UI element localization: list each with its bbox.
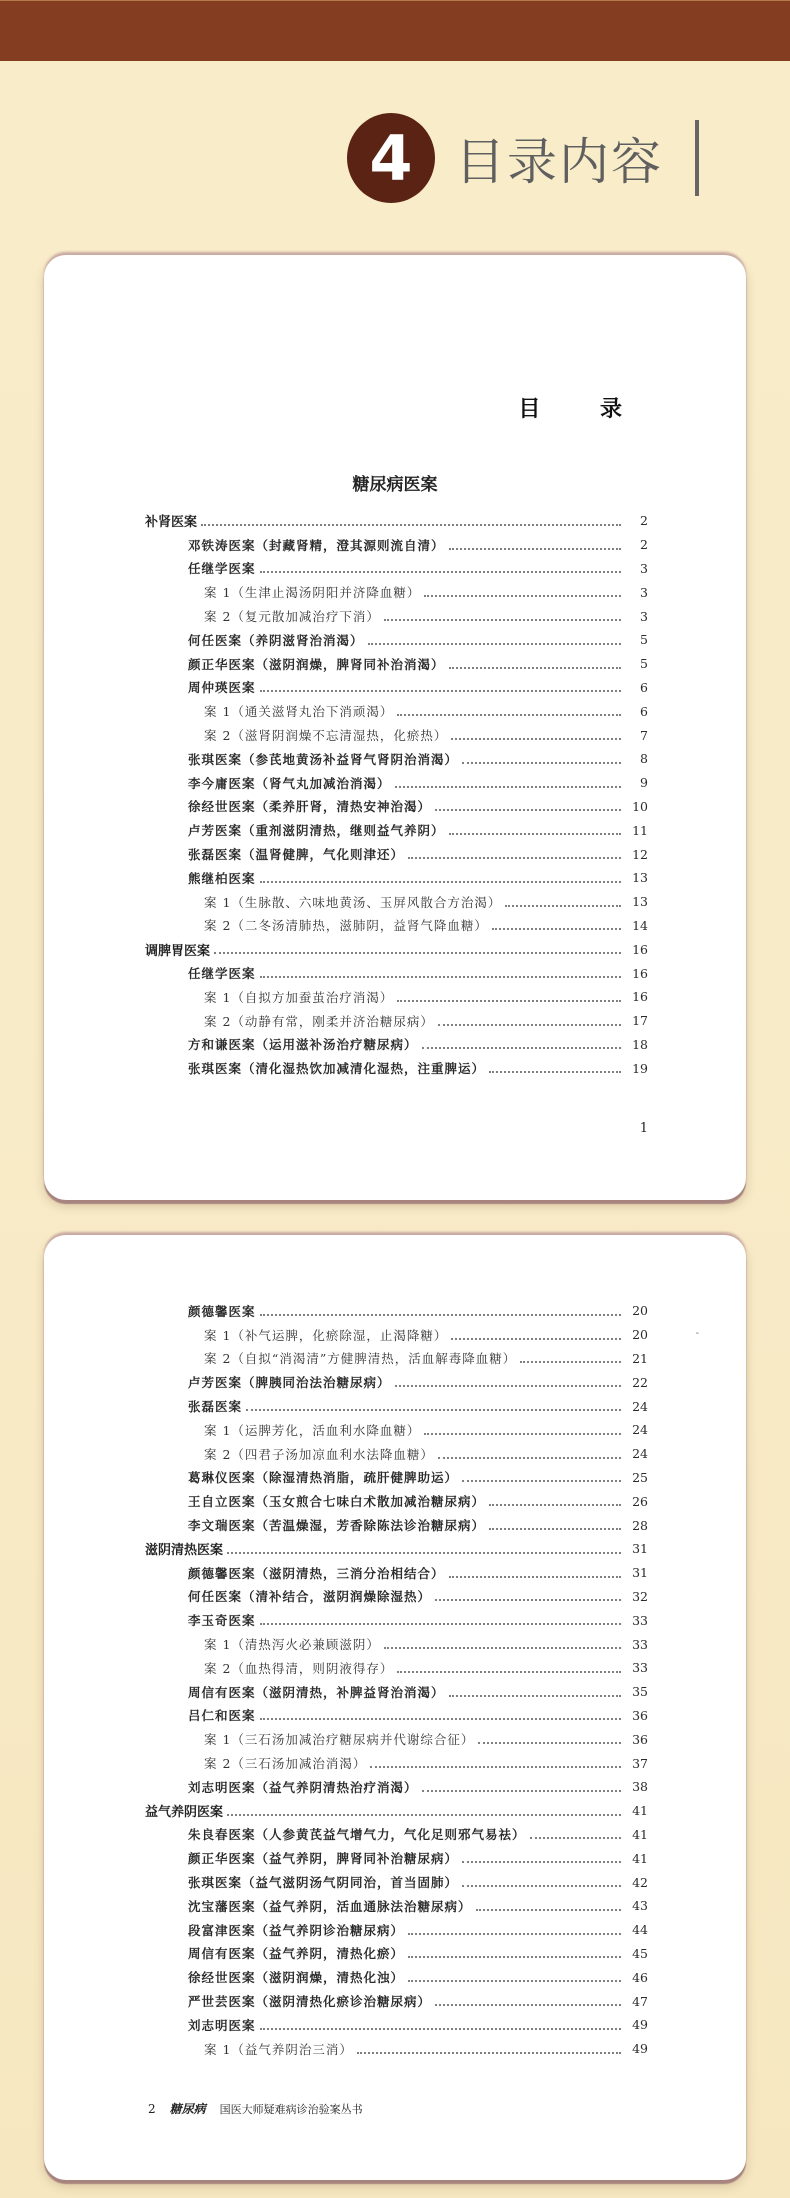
dot-leader: [397, 1671, 621, 1673]
entry-page-number: 24: [621, 1446, 648, 1461]
toc-subcase-entry[interactable]: [44, 1418, 746, 1442]
entry-page-number: 3: [621, 609, 648, 624]
entry-label: 刘志明医案: [188, 2016, 260, 2034]
entry-page-number: 19: [621, 1061, 648, 1076]
toc-subcase-entry[interactable]: [44, 1442, 746, 1466]
toc-case-entry[interactable]: [44, 961, 746, 985]
dot-leader: [260, 690, 621, 692]
toc-case-entry[interactable]: [44, 676, 746, 700]
toc-case-entry[interactable]: [44, 1870, 746, 1894]
entry-label: 沈宝藩医案（益气养阴，活血通脉法治糖尿病）: [188, 1897, 476, 1915]
entry-page-number: 8: [621, 751, 648, 766]
entry-label: 卢芳医案（重剂滋阴清热，继则益气养阴）: [188, 821, 449, 839]
toc-subcase-entry[interactable]: [44, 914, 746, 938]
entry-label: 案 1（自拟方加蚕茧治疗消渴）: [204, 988, 397, 1006]
corner-mark: -: [695, 1328, 699, 1339]
entry-label: 案 1（益气养阴治三消）: [204, 2040, 357, 2058]
toc-list: [44, 509, 746, 1080]
toc-section-entry[interactable]: [44, 509, 746, 533]
dot-leader: [435, 809, 621, 811]
entry-page-number: 33: [621, 1613, 648, 1628]
entry-page-number: 16: [621, 966, 648, 981]
toc-case-entry[interactable]: [44, 1823, 746, 1847]
entry-page-number: 36: [621, 1708, 648, 1723]
toc-case-entry[interactable]: [44, 842, 746, 866]
dot-leader: [462, 1861, 621, 1863]
toc-subcase-entry[interactable]: [44, 699, 746, 723]
toc-case-entry[interactable]: [44, 1299, 746, 1323]
dot-leader: [260, 571, 621, 573]
entry-page-number: 25: [621, 1470, 648, 1485]
dot-leader: [462, 1885, 621, 1887]
dot-leader: [451, 738, 621, 740]
entry-label: 周仲瑛医案: [188, 678, 260, 696]
entry-page-number: 33: [621, 1637, 648, 1652]
entry-page-number: 46: [621, 1970, 648, 1985]
entry-page-number: 13: [621, 894, 648, 909]
dot-leader: [395, 1385, 621, 1387]
dot-leader: [201, 524, 621, 526]
toc-case-entry[interactable]: [44, 1775, 746, 1799]
entry-page-number: 20: [621, 1303, 648, 1318]
entry-label: 李今庸医案（肾气丸加减治消渴）: [188, 774, 395, 792]
dot-leader: [260, 1314, 621, 1316]
toc-case-entry[interactable]: [44, 1894, 746, 1918]
dot-leader: [384, 619, 621, 621]
toc-case-entry[interactable]: [44, 1846, 746, 1870]
entry-label: 周信有医案（益气养阴，清热化瘀）: [188, 1944, 408, 1962]
entry-page-number: 41: [621, 1827, 648, 1842]
toc-case-entry[interactable]: [44, 1680, 746, 1704]
entry-page-number: 41: [621, 1851, 648, 1866]
dot-leader: [368, 643, 621, 645]
entry-page-number: 36: [621, 1732, 648, 1747]
toc-case-entry[interactable]: [44, 1608, 746, 1632]
entry-label: 何任医案（清补结合，滋阴润燥除湿热）: [188, 1587, 435, 1605]
dot-leader: [435, 1599, 621, 1601]
entry-label: 颜正华医案（益气养阴，脾肾同补治糖尿病）: [188, 1849, 462, 1867]
entry-label: 案 1（清热泻火必兼顾滋阴）: [204, 1635, 384, 1653]
dot-leader: [489, 1528, 621, 1530]
entry-page-number: 26: [621, 1494, 648, 1509]
entry-label: 徐经世医案（柔养肝肾，清热安神治渴）: [188, 797, 435, 815]
entry-page-number: 14: [621, 918, 648, 933]
entry-page-number: 18: [621, 1037, 648, 1052]
entry-page-number: 45: [621, 1946, 648, 1961]
entry-page-number: 44: [621, 1922, 648, 1937]
entry-label: 张琪医案（清化湿热饮加减清化湿热，注重脾运）: [188, 1059, 489, 1077]
entry-label: 周信有医案（滋阴清热，补脾益肾治消渴）: [188, 1683, 449, 1701]
entry-label: 何任医案（养阴滋肾治消渴）: [188, 631, 368, 649]
dot-leader: [462, 1480, 621, 1482]
toc-subcase-entry[interactable]: [44, 890, 746, 914]
toc-subcase-entry[interactable]: [44, 1347, 746, 1371]
dot-leader: [357, 2052, 621, 2054]
dot-leader: [449, 548, 621, 550]
entry-page-number: 7: [621, 728, 648, 743]
title-divider: [695, 120, 699, 196]
toc-section-entry[interactable]: [44, 937, 746, 961]
entry-page-number: 35: [621, 1684, 648, 1699]
dot-leader: [260, 1623, 621, 1625]
entry-label: 案 1（生脉散、六味地黄汤、玉屏风散合方治渴）: [204, 893, 505, 911]
entry-label: 任继学医案: [188, 964, 260, 982]
dot-leader: [214, 952, 621, 954]
entry-page-number: 13: [621, 870, 648, 885]
dot-leader: [449, 1695, 621, 1697]
toc-case-entry[interactable]: [44, 1370, 746, 1394]
entry-label: 案 2（二冬汤清肺热，滋肺阴，益肾气降血糖）: [204, 916, 492, 934]
entry-label: 王自立医案（玉女煎合七味白术散加减治糖尿病）: [188, 1492, 489, 1510]
dot-leader: [492, 928, 621, 930]
toc-case-entry[interactable]: [44, 1561, 746, 1585]
entry-page-number: 33: [621, 1660, 648, 1675]
toc-case-entry[interactable]: [44, 1704, 746, 1728]
toc-subcase-entry[interactable]: [44, 1323, 746, 1347]
dot-leader: [384, 1647, 621, 1649]
entry-label: 案 1（通关滋肾丸治下消顽渴）: [204, 702, 397, 720]
toc-subcase-entry[interactable]: [44, 604, 746, 628]
entry-label: 李文瑞医案（苦温燥湿，芳香除陈法诊治糖尿病）: [188, 1516, 489, 1534]
footer-page-number: 2: [148, 2102, 156, 2116]
toc-case-entry[interactable]: [44, 1056, 746, 1080]
entry-label: 任继学医案: [188, 559, 260, 577]
toc-case-entry[interactable]: [44, 652, 746, 676]
book-title: 糖尿病医案: [352, 475, 438, 495]
dot-leader: [435, 2004, 621, 2006]
toc-section-entry[interactable]: [44, 1537, 746, 1561]
toc-subcase-entry[interactable]: [44, 1727, 746, 1751]
toc-case-entry[interactable]: [44, 1918, 746, 1942]
dot-leader: [395, 786, 621, 788]
page-number: 1: [639, 1121, 648, 1136]
toc-case-entry[interactable]: [44, 1394, 746, 1418]
dot-leader: [422, 1047, 621, 1049]
toc-case-entry[interactable]: [44, 1585, 746, 1609]
dot-leader: [424, 1433, 621, 1435]
entry-page-number: 21: [621, 1351, 648, 1366]
dot-leader: [451, 1338, 621, 1340]
entry-label: 案 1（补气运脾，化瘀除湿，止渴降糖）: [204, 1326, 451, 1344]
toc-subcase-entry[interactable]: [44, 1009, 746, 1033]
dot-leader: [397, 714, 621, 716]
dot-leader: [438, 1024, 621, 1026]
section-header: [347, 113, 699, 203]
toc-subcase-entry[interactable]: [44, 1751, 746, 1775]
toc-case-entry[interactable]: [44, 1989, 746, 2013]
toc-page-2: [44, 1235, 746, 2180]
entry-label: 颜正华医案（滋阴润燥，脾肾同补治消渴）: [188, 655, 449, 673]
entry-label: 刘志明医案（益气养阴清热治疗消渴）: [188, 1778, 422, 1796]
dot-leader: [260, 2028, 621, 2030]
entry-page-number: 32: [621, 1589, 648, 1604]
section-title: 目录内容: [455, 133, 663, 191]
entry-label: 卢芳医案（脾胰同治法治糖尿病）: [188, 1373, 395, 1391]
toc-page-1: [44, 255, 746, 1200]
toc-case-entry[interactable]: [44, 1033, 746, 1057]
toc-subcase-entry[interactable]: [44, 985, 746, 1009]
dot-leader: [227, 1814, 621, 1816]
entry-page-number: 10: [621, 799, 648, 814]
entry-label: 颜德馨医案（滋阴清热，三消分治相结合）: [188, 1564, 449, 1582]
dot-leader: [449, 833, 621, 835]
entry-page-number: 31: [621, 1541, 648, 1556]
dot-leader: [489, 1504, 621, 1506]
dot-leader: [408, 857, 621, 859]
dot-leader: [530, 1837, 621, 1839]
toc-case-entry[interactable]: [44, 533, 746, 557]
entry-page-number: 31: [621, 1565, 648, 1580]
dot-leader: [408, 1956, 621, 1958]
toc-case-entry[interactable]: [44, 771, 746, 795]
dot-leader: [462, 762, 621, 764]
entry-page-number: 43: [621, 1898, 648, 1913]
toc-subcase-entry[interactable]: [44, 2037, 746, 2061]
toc-heading: 目 录: [518, 396, 648, 422]
toc-case-entry[interactable]: [44, 1513, 746, 1537]
dot-leader: [227, 1552, 621, 1554]
entry-label: 葛琳仪医案（除湿清热消脂，疏肝健脾助运）: [188, 1468, 462, 1486]
entry-label: 益气养阴医案: [145, 1801, 227, 1820]
toc-case-entry[interactable]: [44, 628, 746, 652]
entry-label: 邓铁涛医案（封藏肾精，澄其源则流自清）: [188, 536, 449, 554]
toc-case-entry[interactable]: [44, 795, 746, 819]
dot-leader: [260, 1718, 621, 1720]
entry-label: 徐经世医案（滋阴润燥，清热化浊）: [188, 1968, 408, 1986]
entry-label: 吕仁和医案: [188, 1706, 260, 1724]
dot-leader: [476, 1909, 621, 1911]
entry-label: 案 2（动静有常，刚柔并济治糖尿病）: [204, 1012, 438, 1030]
dot-leader: [246, 1409, 621, 1411]
entry-label: 张磊医案: [188, 1397, 246, 1415]
entry-label: 案 2（三石汤加减治消渴）: [204, 1754, 370, 1772]
toc-case-entry[interactable]: [44, 818, 746, 842]
entry-page-number: 3: [621, 585, 648, 600]
dot-leader: [505, 905, 621, 907]
toc-section-entry[interactable]: [44, 1799, 746, 1823]
entry-label: 方和谦医案（运用滋补汤治疗糖尿病）: [188, 1035, 422, 1053]
entry-label: 滋阴清热医案: [145, 1539, 227, 1558]
dot-leader: [478, 1742, 621, 1744]
entry-label: 朱良春医案（人参黄芪益气增气力，气化足则邪气易祛）: [188, 1825, 530, 1843]
toc-case-entry[interactable]: [44, 2013, 746, 2037]
toc-case-entry[interactable]: [44, 747, 746, 771]
entry-page-number: 11: [621, 823, 648, 838]
entry-label: 颜德馨医案: [188, 1302, 260, 1320]
entry-page-number: 38: [621, 1779, 648, 1794]
toc-subcase-entry[interactable]: [44, 723, 746, 747]
entry-page-number: 22: [621, 1375, 648, 1390]
entry-page-number: 16: [621, 942, 648, 957]
entry-label: 严世芸医案（滋阴清热化瘀诊治糖尿病）: [188, 1992, 435, 2010]
entry-label: 张琪医案（参芪地黄汤补益肾气肾阴治消渴）: [188, 750, 462, 768]
section-number-badge: 4: [347, 113, 435, 203]
footer-series-name: 国医大师疑难病诊治验案丛书: [219, 2103, 363, 2116]
entry-label: 调脾胃医案: [145, 940, 214, 959]
dot-leader: [424, 595, 621, 597]
dot-leader: [422, 1790, 621, 1792]
dot-leader: [438, 1457, 621, 1459]
toc-case-entry[interactable]: [44, 1965, 746, 1989]
dot-leader: [370, 1766, 621, 1768]
toc-list: [44, 1299, 746, 2061]
entry-label: 补肾医案: [145, 511, 201, 530]
footer-book-name: 糖尿病: [169, 2102, 206, 2116]
entry-label: 案 1（运脾芳化，活血利水降血糖）: [204, 1421, 424, 1439]
entry-page-number: 41: [621, 1803, 648, 1818]
entry-page-number: 2: [621, 513, 648, 528]
entry-page-number: 2: [621, 537, 648, 552]
dot-leader: [520, 1361, 621, 1363]
entry-label: 案 2（复元散加减治疗下消）: [204, 607, 384, 625]
entry-page-number: 16: [621, 989, 648, 1004]
dot-leader: [489, 1071, 621, 1073]
entry-page-number: 47: [621, 1994, 648, 2009]
toc-case-entry[interactable]: [44, 1942, 746, 1966]
toc-subcase-entry[interactable]: [44, 1632, 746, 1656]
toc-case-entry[interactable]: [44, 1466, 746, 1490]
entry-label: 案 1（生津止渴汤阴阳并济降血糖）: [204, 583, 424, 601]
entry-page-number: 5: [621, 632, 648, 647]
entry-page-number: 3: [621, 561, 648, 576]
entry-label: 熊继柏医案: [188, 869, 260, 887]
entry-label: 段富津医案（益气养阴诊治糖尿病）: [188, 1921, 408, 1939]
dot-leader: [449, 667, 621, 669]
entry-page-number: 6: [621, 680, 648, 695]
dot-leader: [397, 1000, 621, 1002]
toc-case-entry[interactable]: [44, 866, 746, 890]
dot-leader: [260, 976, 621, 978]
entry-label: 张磊医案（温肾健脾，气化则津还）: [188, 845, 408, 863]
entry-page-number: 37: [621, 1756, 648, 1771]
dot-leader: [408, 1980, 621, 1982]
entry-page-number: 49: [621, 2041, 648, 2056]
entry-page-number: 49: [621, 2017, 648, 2032]
entry-label: 案 2（滋肾阴润燥不忘清湿热，化瘀热）: [204, 726, 451, 744]
entry-page-number: 20: [621, 1327, 648, 1342]
entry-page-number: 9: [621, 775, 648, 790]
top-banner: [0, 0, 790, 61]
entry-page-number: 24: [621, 1399, 648, 1414]
entry-page-number: 24: [621, 1422, 648, 1437]
entry-label: 案 2（自拟“消渴清”方健脾清热，活血解毒降血糖）: [204, 1349, 520, 1367]
entry-page-number: 42: [621, 1875, 648, 1890]
toc-subcase-entry[interactable]: [44, 580, 746, 604]
dot-leader: [408, 1933, 621, 1935]
entry-label: 案 2（四君子汤加凉血利水法降血糖）: [204, 1445, 438, 1463]
page-footer: [148, 2100, 363, 2117]
dot-leader: [449, 1576, 621, 1578]
dot-leader: [260, 881, 621, 883]
entry-page-number: 6: [621, 704, 648, 719]
entry-label: 案 2（血热得清，则阴液得存）: [204, 1659, 397, 1677]
toc-case-entry[interactable]: [44, 557, 746, 581]
toc-case-entry[interactable]: [44, 1489, 746, 1513]
entry-page-number: 12: [621, 847, 648, 862]
entry-page-number: 28: [621, 1518, 648, 1533]
entry-label: 张琪医案（益气滋阴汤气阴同治，首当固肺）: [188, 1873, 462, 1891]
entry-label: 李玉奇医案: [188, 1611, 260, 1629]
entry-page-number: 5: [621, 656, 648, 671]
entry-label: 案 1（三石汤加减治疗糖尿病并代谢综合征）: [204, 1730, 478, 1748]
entry-page-number: 17: [621, 1013, 648, 1028]
toc-subcase-entry[interactable]: [44, 1656, 746, 1680]
